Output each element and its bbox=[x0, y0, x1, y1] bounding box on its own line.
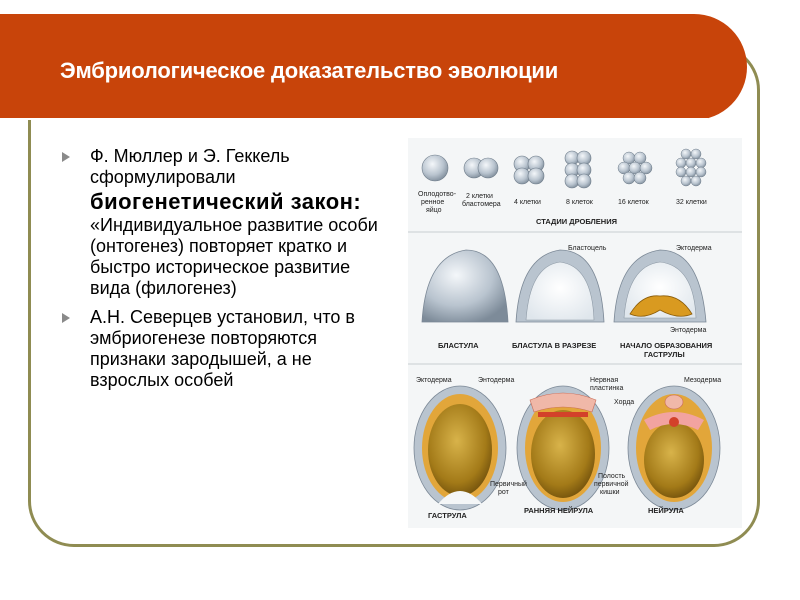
embryo-development-figure bbox=[408, 138, 742, 528]
label-fertilized-egg-2: ренное bbox=[421, 199, 445, 206]
label-blastula-section: БЛАСТУЛА В РАЗРЕЗЕ bbox=[512, 341, 597, 350]
label-ectoderm-bottom: Эктодерма bbox=[416, 377, 452, 384]
bullet-text-quote: «Индивидуальное развитие особи (онтогенез) повторяет кратко и быстро историческое развитие вида (филогенез) bbox=[90, 215, 378, 298]
label-sixteen-cells: 16 клеток bbox=[618, 199, 649, 206]
label-thirty-two-cells: 32 клетки bbox=[676, 199, 707, 206]
label-fertilized-egg-1: Оплодотво- bbox=[418, 191, 457, 198]
biogenetic-law-term: биогенетический закон: bbox=[90, 189, 362, 214]
label-eight-cells: 8 клеток bbox=[566, 199, 593, 206]
bullet-triangle-icon bbox=[62, 152, 70, 162]
four-cell-stage bbox=[514, 156, 544, 184]
thirty-two-cell-stage bbox=[676, 149, 706, 186]
label-gastrulation-start-1: НАЧАЛО ОБРАЗОВАНИЯ bbox=[620, 341, 713, 350]
label-entoderm-middle: Энтодерма bbox=[670, 327, 707, 334]
label-mesoderm: Мезодерма bbox=[684, 377, 722, 384]
label-fertilized-egg-3: яйцо bbox=[426, 207, 442, 214]
cleavage-stages bbox=[408, 149, 742, 232]
label-ectoderm-middle: Эктодерма bbox=[676, 245, 712, 252]
label-gastrulation-start-2: ГАСТРУЛЫ bbox=[644, 350, 685, 359]
label-gut-cavity-3: кишки bbox=[600, 489, 620, 496]
label-entoderm-bottom: Энтодерма bbox=[478, 377, 515, 384]
label-neurula: НЕЙРУЛА bbox=[648, 506, 684, 515]
label-primary-mouth-2: рот bbox=[498, 489, 509, 496]
label-neural-plate-2: пластинка bbox=[590, 385, 624, 392]
bullet-severtsov bbox=[60, 307, 390, 391]
label-blastocoel: Бластоцель bbox=[568, 245, 607, 252]
label-gastrula: ГАСТРУЛА bbox=[428, 511, 467, 520]
label-chord: Хорда bbox=[614, 399, 635, 406]
gastrula-embryo bbox=[414, 386, 506, 510]
bullet-biogenetic-law bbox=[60, 146, 390, 299]
blastula-embryo bbox=[422, 250, 508, 322]
label-early-neurula: РАННЯЯ НЕЙРУЛА bbox=[524, 506, 594, 515]
blastula-row bbox=[408, 245, 742, 364]
label-blastula: БЛАСТУЛА bbox=[438, 341, 479, 350]
bullet-triangle-icon bbox=[62, 313, 70, 323]
label-gut-cavity-1: Полость bbox=[598, 473, 626, 480]
neurula-embryo bbox=[628, 386, 720, 510]
two-cell-stage bbox=[464, 158, 498, 178]
fertilized-egg bbox=[422, 155, 448, 181]
title-band bbox=[0, 14, 747, 120]
bullet-list bbox=[60, 146, 390, 399]
cleavage-stages-caption: СТАДИИ ДРОБЛЕНИЯ bbox=[536, 217, 617, 226]
bullet-text-severtsov: А.Н. Северцев установил, что в эмбриогенезе повторяются признаки зародышей, а не взрослых особей bbox=[90, 307, 355, 390]
early-neurula-embryo bbox=[517, 386, 609, 510]
embryo-illustration bbox=[408, 138, 742, 528]
title-underline bbox=[0, 118, 708, 120]
label-four-cells: 4 клетки bbox=[514, 199, 541, 206]
sixteen-cell-stage bbox=[618, 152, 652, 184]
label-two-cells: 2 клетки bbox=[466, 193, 493, 200]
label-gut-cavity-2: первичной bbox=[594, 481, 629, 488]
eight-cell-stage bbox=[565, 151, 591, 188]
slide-title: Эмбриологическое доказательство эволюции bbox=[60, 58, 559, 83]
bullet-text-intro: Ф. Мюллер и Э. Геккель сформулировали bbox=[90, 146, 290, 187]
neurula-row bbox=[414, 377, 721, 520]
label-blastomere: бластомера bbox=[462, 201, 501, 208]
label-neural-plate-1: Нервная bbox=[590, 377, 619, 384]
label-primary-mouth-1: Первичный bbox=[490, 481, 527, 488]
